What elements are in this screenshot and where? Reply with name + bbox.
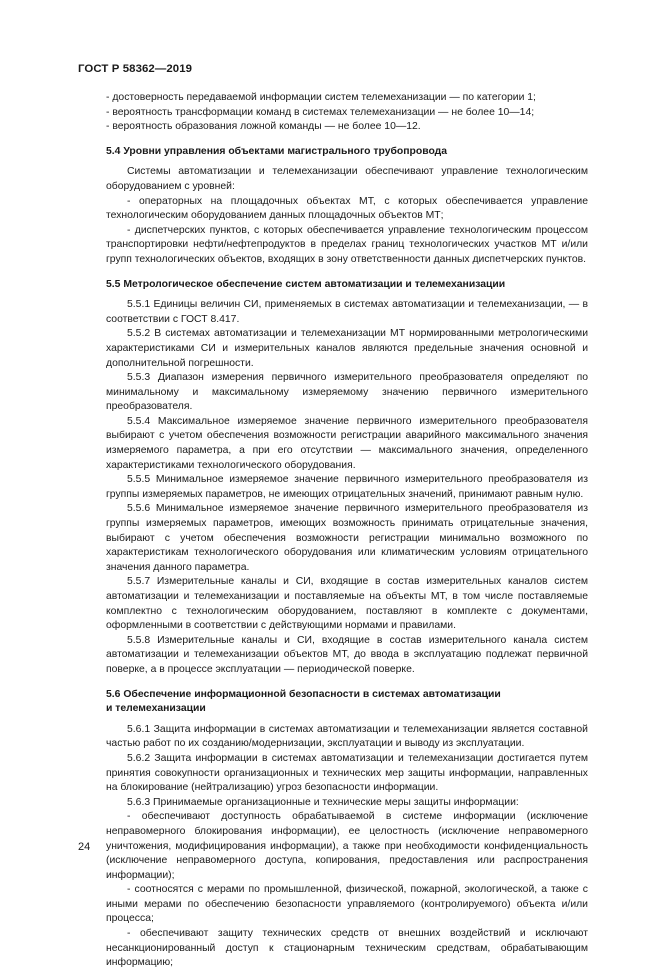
section-5-4-paragraph: - диспетчерских пунктов, с которых обеспечивается управление технологическим процессом транспортировки нефти/нефтепродуктов в пределах границ технологических участков МТ и/или групп технологических объектов, входящих в зону ответственности данных диспетчерских пунктов. [106,224,588,265]
section-5-4-paragraph: - операторных на площадочных объектах МТ, с которых обеспечивается управление технологическим оборудованием данных площадочных объектов МТ; [106,195,588,222]
section-5-5-2-paragraph: 5.5.2 В системах автоматизации и телемеханизации МТ нормированными метрологическими характеристиками СИ и измерительных каналов являются предельные значения основной и дополнительной погрешности. [106,328,588,369]
page-content [106,91,588,971]
section-5-5-7-paragraph: 5.5.7 Измерительные каналы и СИ, входящие в состав измерительных каналов систем автоматизации и телемеханизации и поставляемые на объекты МТ, в том числе поставляемые комплектно с технологическим оборудованием, поставляют в комплекте с документами, оформленными в соответствии с действующими нормами и правилами. [106,576,588,632]
section-5-5-1-paragraph: 5.5.1 Единицы величин СИ, применяемых в системах автоматизации и телемеханизации, — в соответствии с ГОСТ 8.417. [106,299,588,325]
section-5-6-heading-line1: 5.6 Обеспечение информационной безопасности в системах автоматизации [106,688,501,700]
section-5-5-6-paragraph: 5.5.6 Минимальное измеряемое значение первичного измерительного преобразователя из группы измеряемых параметров, имеющих возможность принимать отрицательные значения, выбирают с учетом обеспечения возможности регистрации минимально возможного по характеристикам технологического оборудования или климатическим условиям отрицательного значения данного параметра. [106,503,588,573]
section-5-6-heading [106,688,588,717]
intro-list-item: - вероятность трансформации команд в системах телемеханизации — не более 10—14; [106,106,535,118]
section-5-6-1-paragraph: 5.6.1 Защита информации в системах автоматизации и телемеханизации является составной частью работ по их созданию/модернизации, эксплуатации и выводу из эксплуатации. [106,723,588,750]
section-5-5-5-paragraph: 5.5.5 Минимальное измеряемое значение первичного измерительного преобразователя из группы измеряемых параметров, не имеющих отрицательных значений, принимают равным нулю. [106,474,588,500]
section-5-6-3-list-item: - соотносятся с мерами по промышленной, физической, пожарной, экологической, а также с иными мерами по обеспечению безопасности управляемого (контролируемого) объекта и/или процесса; [106,884,588,925]
section-5-5-3-paragraph: 5.5.3 Диапазон измерения первичного измерительного преобразователя определяют по минимальному и максимальному измеряемому значению первичного измерительного преобразователя. [106,372,588,413]
section-5-6-3-list-item: - обеспечивают доступность обрабатываемой в системе информации (исключение неправомерного блокирования информации), ее целостность (исключение неправомерного уничтожения, модифицирования информации), а также при необходимости конфиденциальность (исключение неправомерного доступа, копирования, предоставления или распространения информации); [106,811,588,881]
page-number: 24 [78,841,91,853]
intro-list-item: - достоверность передаваемой информации систем телемеханизации — по категории 1; [106,92,536,103]
section-5-6-3-paragraph: 5.6.3 Принимаемые организационные и технические меры защиты информации: [127,796,519,808]
section-5-6-3-list-item: - обеспечивают защиту технических средств от внешних воздействий и исключают несанкционированный доступ к стационарным техническим средствам, обрабатывающим информацию; [106,928,588,969]
document-code-header: ГОСТ Р 58362—2019 [78,63,193,75]
intro-list-item: - вероятность образования ложной команды — не более 10—12. [106,121,421,133]
section-5-5-8-paragraph: 5.5.8 Измерительные каналы и СИ, входящие в состав измерительного канала систем автоматизации и телемеханизации объектов МТ, до ввода в эксплуатацию подлежат первичной поверке, а в процессе эксплуатации — периодической поверке. [106,634,588,675]
section-5-4-paragraph: Системы автоматизации и телемеханизации обеспечивают управление технологическим оборудованием с уровней: [106,166,588,192]
section-5-5-4-paragraph: 5.5.4 Максимальное измеряемое значение первичного измерительного преобразователя выбирают с учетом обеспечения возможности регистрации аварийного максимального значения измеряемого параметра, а при его отсутствии — максимального значения, определенного характеристиками технологического оборудования. [106,415,588,471]
section-5-5-heading: 5.5 Метрологическое обеспечение систем автоматизации и телемеханизации [106,278,506,290]
section-5-4-heading: 5.4 Уровни управления объектами магистрального трубопровода [106,145,448,157]
section-5-6-2-paragraph: 5.6.2 Защита информации в системах автоматизации и телемеханизации достигается путем принятия совокупности организационных и технических мер защиты информации, направленных на блокирование (нейтрализацию) угроз безопасности информации. [106,752,588,794]
section-5-6-heading-line2: и телемеханизации [106,703,206,715]
